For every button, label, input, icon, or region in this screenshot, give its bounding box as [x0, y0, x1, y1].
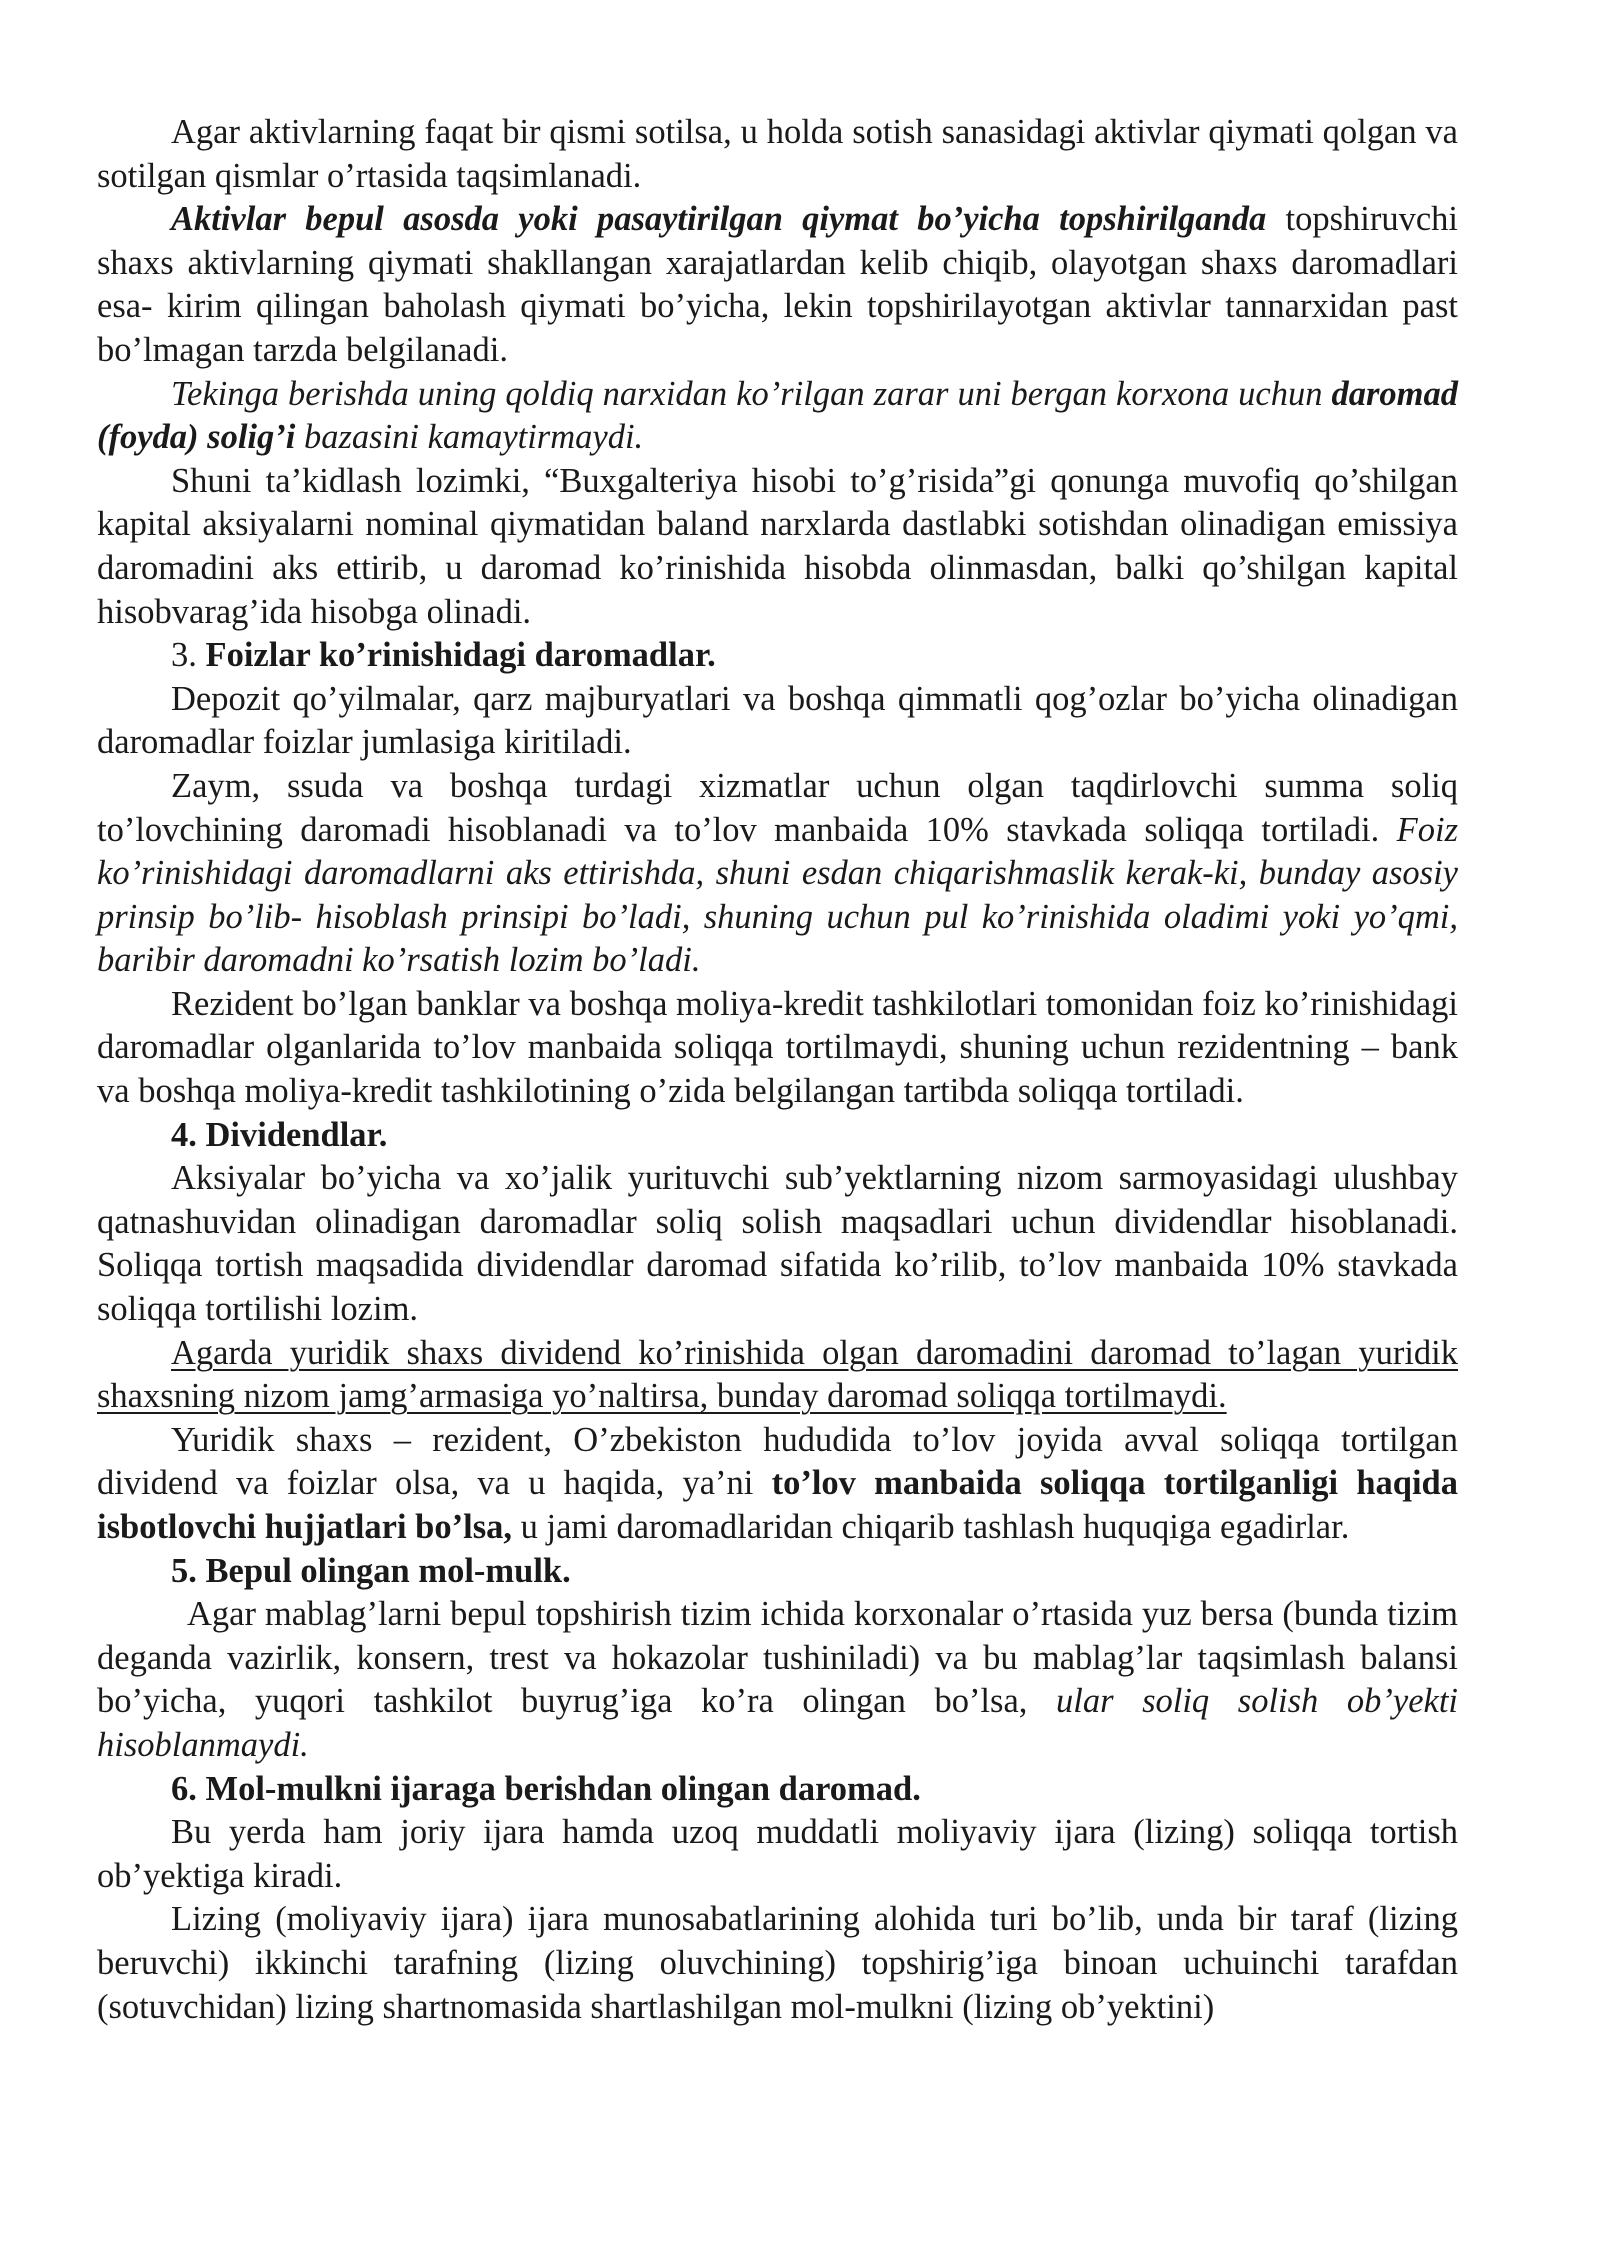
paragraph-added-capital [97, 460, 1458, 634]
paragraph-leasing [97, 1898, 1458, 2029]
section-heading-5 [97, 1550, 1458, 1594]
text-segment: Aksiyalar bo’yicha va xo’jalik yurituvchi sub’yektlarning nizom sarmoyasidagi ulushbay qatnashuvidan olinadigan daromadlar soliq solish maqsadlari uchun dividendlar hisoblanadi. Soliqqa tortish maqsadida dividendlar daromad sifatida ko’rilib, to’lov manbaida 10% stavkada soliqqa tortilishi lozim. [97, 1159, 1458, 1329]
paragraph-free-gift-loss [97, 373, 1458, 460]
paragraph-lease [97, 1811, 1458, 1898]
text-segment: Yuridik shaxs – rezident, O’zbekiston hududida to’lov joyida avval soliqqa tortilgan dividend va foizlar olsa, va u haqida, ya’ni [97, 1420, 1458, 1503]
text-segment: 3. [171, 636, 206, 675]
section-heading-3 [97, 634, 1458, 678]
text-segment: 5. Bepul olingan mol-mulk. [171, 1551, 571, 1590]
paragraph-resident-banks [97, 983, 1458, 1114]
paragraph-statutory-fund [97, 1332, 1458, 1419]
paragraph-free-transfer-system [97, 1593, 1458, 1767]
text-segment: 6. Mol-mulkni ijaraga berishdan olingan daromad. [171, 1769, 921, 1808]
text-segment: Agar aktivlarning faqat bir qismi sotilsa, u holda sotish sanasidagi aktivlar qiymati qolgan va sotilgan qismlar o’rtasida taqsimlanadi. [97, 113, 1458, 195]
text-segment: u jami daromadlaridan chiqarib tashlash huquqiga egadirlar. [512, 1508, 1350, 1546]
text-segment: to’lov manbaida soliqqa tortilganligi haqida isbotlovchi hujjatlari bo’lsa, [97, 1464, 1458, 1546]
text-segment: daromad (foyda) solig’i [97, 374, 1458, 457]
text-segment: Tekinga berishda uning qoldiq narxidan ko’rilgan zarar uni bergan korxona uchun [171, 374, 1332, 413]
text-segment: Foizlar ko’rinishidagi daromadlar. [205, 636, 716, 675]
section-heading-6 [97, 1768, 1458, 1812]
paragraph-deposits [97, 678, 1458, 765]
text-segment: Zaym, ssuda va boshqa turdagi xizmatlar uchun olgan taqdirlovchi summa soliq to’lovchining daromadi hisoblanadi va to’lov manbaida 10% stavkada soliqqa tortiladi. [97, 766, 1458, 849]
text-segment: Rezident bo’lgan banklar va boshqa moliya-kredit tashkilotlari tomonidan foiz ko’rinishidagi daromadlar olganlarida to’lov manbaida soliqqa tortilmaydi, shuning uchun rezidentning – bank va boshqa moliya-kredit tashkilotining o’zida belgilangan tartibda soliqqa tortiladi. [97, 984, 1458, 1111]
text-segment: Aktivlar bepul asosda yoki pasaytirilgan qiymat bo’yicha topshirilganda [171, 200, 1267, 239]
paragraph-free-transfer [97, 198, 1458, 372]
text-segment: Bu yerda ham joriy ijara hamda uzoq muddatli moliyaviy ijara (lizing) soliqqa tortish ob’yektiga kiradi. [97, 1813, 1458, 1895]
section-heading-4 [97, 1114, 1458, 1158]
text-segment: bazasini kamaytirmaydi. [295, 418, 644, 457]
text-segment: Agarda yuridik shaxs dividend ko’rinishida olgan daromadini daromad to’lagan yuridik shaxsning nizom jamg’armasiga yo’naltirsa, bunday daromad soliqqa tortilmaydi. [97, 1333, 1458, 1416]
text-segment: 4. Dividendlar. [171, 1115, 388, 1154]
text-segment: Shuni ta’kidlash lozimki, “Buxgalteriya hisobi to’g’risida”gi qonunga muvofiq qo’shilgan kapital aksiyalarni nominal qiymatidan baland narxlarda dastlabki sotishdan olinadigan emissiya daromadini aks ettirib, u daromad ko’rinishida hisobda olinmasdan, balki qo’shilgan kapital hisobvarag’ida hisobga olinadi. [97, 461, 1458, 631]
paragraph-resident-entity [97, 1419, 1458, 1550]
text-segment: Lizing (moliyaviy ijara) ijara munosabatlarining alohida turi bo’lib, unda bir taraf (lizing beruvchi) ikkinchi tarafning (lizing oluvchining) topshirig’iga binoan uchuinchi tarafdan (sotuvchidan) lizing shartnomasida shartlashilgan mol-mulkni (lizing ob’yektini) [97, 1900, 1458, 2026]
text-segment: Agar mablag’larni bepul topshirish tizim ichida korxonalar o’rtasida yuz bersa (bunda tizim deganda vazirlik, konsern, trest va hokazolar tushiniladi) va bu mablag’lar taqsimlash balansi bo’yicha, yuqori tashkilot buyrug’iga ko’ra olingan bo’lsa, [97, 1595, 1458, 1721]
document-page [97, 111, 1458, 2029]
text-segment: Depozit qo’yilmalar, qarz majburyatlari va boshqa qimmatli qog’ozlar bo’yicha olinadigan daromadlar foizlar jumlasiga kiritiladi. [97, 679, 1458, 762]
paragraph-loans [97, 765, 1458, 983]
text-segment: Foiz ko’rinishidagi daromadlarni aks ettirishda, shuni esdan chiqarishmaslik kerak-ki, bunday asosiy prinsip bo’lib- hisoblash prinsipi bo’ladi, shuning uchun pul ko’rinishida oladimi yoki yo’qmi, baribir daromadni ko’rsatish lozim bo’ladi. [97, 810, 1458, 980]
text-segment: topshiruvchi shaxs aktivlarning qiymati shakllangan xarajatlardan kelib chiqib, olayotgan shaxs daromadlari esa- kirim qilingan baholash qiymati bo’yicha, lekin topshirilayotgan aktivlar tannarxidan past bo’lmagan tarzda belgilanadi. [97, 200, 1458, 369]
paragraph-asset-partial-sale [97, 111, 1458, 198]
text-segment: ular soliq solish ob’yekti hisoblanmaydi. [97, 1682, 1458, 1764]
paragraph-shares [97, 1157, 1458, 1331]
